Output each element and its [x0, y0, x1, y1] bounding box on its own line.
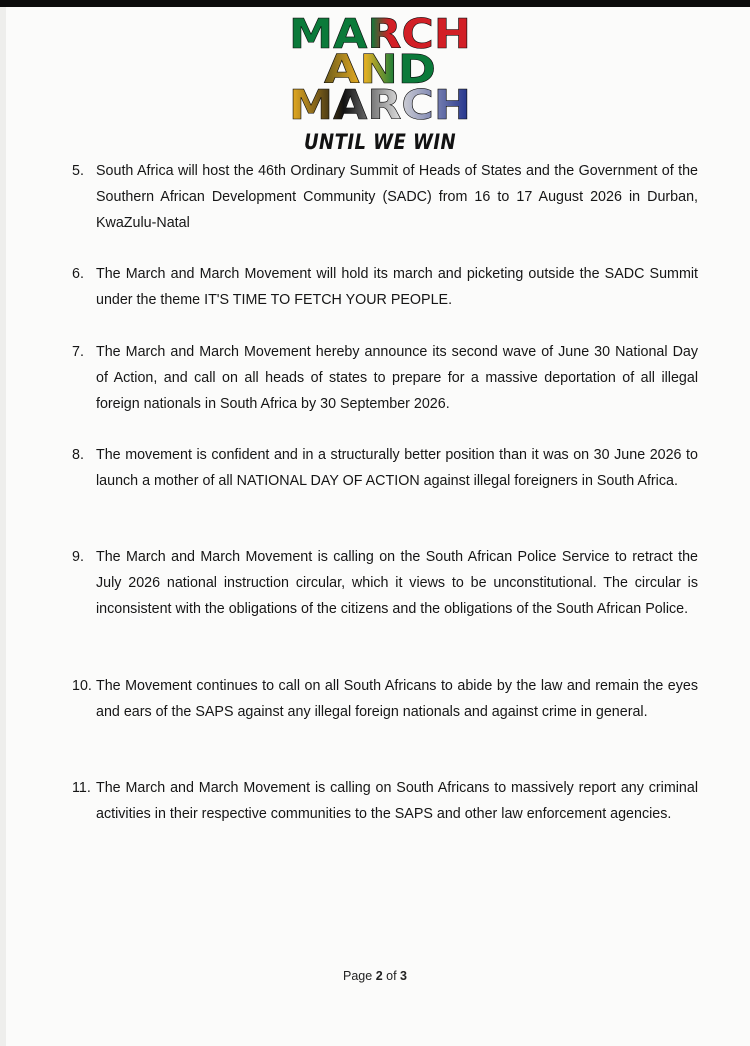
item-number: 6.	[72, 266, 84, 282]
top-strip	[0, 0, 750, 7]
item-text: The movement is confident and in a structurally better position than it was on 30 June 2026 to launch a mother of all NATIONAL DAY OF ACTION against illegal foreigners in South Africa.	[96, 447, 698, 489]
footer-current-page: 2	[375, 969, 383, 983]
item-text: The Movement continues to call on all South Africans to abide by the law and remain the eyes and ears of the SAPS against any illegal foreign nationals and against crime in general.	[96, 678, 698, 720]
list-item	[72, 339, 698, 417]
item-number: 7.	[72, 344, 84, 360]
logo-tagline: UNTIL WE WIN	[303, 130, 457, 154]
page-edge	[0, 7, 6, 1046]
footer-of-word: of	[386, 969, 397, 983]
list-item	[72, 544, 698, 622]
item-text: The March and March Movement is calling on South Africans to massively report any criminal activities in their respective communities to the SAPS and other law enforcement agencies.	[96, 780, 698, 822]
list-item	[72, 442, 698, 494]
logo-word-and: AND	[324, 47, 436, 93]
logo-word-march-1: MARCH	[289, 10, 471, 58]
item-number: 5.	[72, 163, 84, 179]
footer-total-pages: 3	[400, 969, 407, 983]
list-item	[72, 775, 698, 827]
item-text: The March and March Movement will hold its march and picketing outside the SADC Summit under the theme IT'S TIME TO FETCH YOUR PEOPLE.	[96, 266, 698, 308]
item-number: 9.	[72, 549, 84, 565]
logo-word-march-2: MARCH	[289, 81, 471, 129]
item-number: 11.	[72, 780, 91, 796]
item-text: South Africa will host the 46th Ordinary Summit of Heads of States and the Government of the Southern African Development Community (SADC) from 16 to 17 August 2026 in Durban, KwaZulu-Natal	[96, 163, 698, 231]
list-item	[72, 158, 698, 236]
item-number: 8.	[72, 447, 84, 463]
item-text: The March and March Movement hereby announce its second wave of June 30 National Day of Action, and call on all heads of states to prepare for a massive deportation of all illegal foreign nationals in South Africa by 30 September 2026.	[96, 344, 698, 412]
item-number: 10.	[72, 678, 92, 694]
footer-page-word: Page	[343, 969, 373, 983]
list-item	[72, 673, 698, 725]
page-footer	[0, 969, 750, 983]
list-item	[72, 261, 698, 313]
item-text: The March and March Movement is calling on the South African Police Service to retract the July 2026 national instruction circular, which it views to be unconstitutional. The circular is inconsistent with the obligations of the citizens and the obligations of the South African Police.	[96, 549, 698, 617]
